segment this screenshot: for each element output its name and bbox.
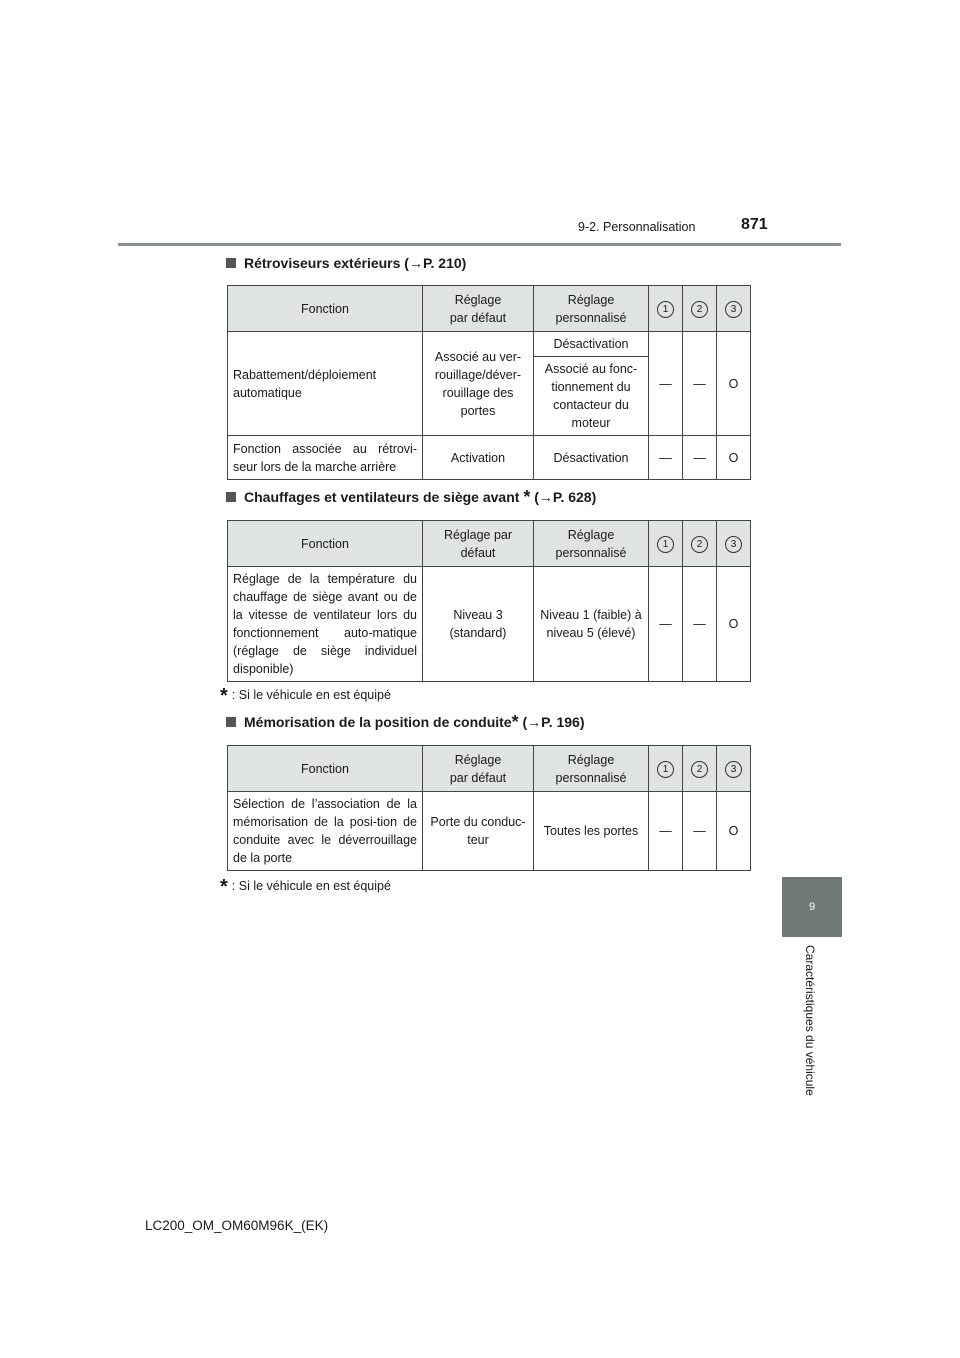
cell-mode-1: — — [649, 567, 683, 682]
header-mode-1: 1 — [649, 521, 683, 567]
cell-mode-2: — — [683, 792, 717, 871]
cell-mode-2: — — [683, 567, 717, 682]
cell-mode-2: — — [683, 436, 717, 480]
header-mode-3: 3 — [717, 746, 751, 792]
cell-mode-2: — — [683, 332, 717, 436]
header-personnalise: Réglage personnalisé — [534, 286, 649, 332]
header-fonction: Fonction — [228, 746, 423, 792]
header-divider — [118, 243, 841, 246]
header-mode-2: 2 — [683, 286, 717, 332]
header-defaut: Réglage par défaut — [423, 521, 534, 567]
cell-personnalise: Désactivation — [534, 436, 649, 480]
header-personnalise: Réglage personnalisé — [534, 521, 649, 567]
header-defaut: Réglage par défaut — [423, 746, 534, 792]
cell-defaut: Activation — [423, 436, 534, 480]
cell-defaut: Niveau 3 (standard) — [423, 567, 534, 682]
header-fonction: Fonction — [228, 286, 423, 332]
table-row — [228, 332, 751, 357]
arrow-icon: → — [538, 489, 553, 505]
cell-mode-3: O — [717, 332, 751, 436]
table-header-row — [228, 286, 751, 332]
cell-fonction: Fonction associée au rétrovi-seur lors de la marche arrière — [228, 436, 423, 480]
section-title-retroviseurs: Rétroviseurs extérieurs (→P. 210) — [226, 255, 466, 271]
header-mode-2: 2 — [683, 746, 717, 792]
table-chauffages — [227, 520, 751, 682]
arrow-icon: → — [527, 714, 542, 730]
section-header: 9-2. Personnalisation — [578, 220, 696, 234]
square-bullet-icon — [226, 258, 236, 268]
page-number: 871 — [741, 216, 768, 233]
header-mode-3: 3 — [717, 521, 751, 567]
chapter-label: Caractéristiques du véhicule — [803, 945, 817, 1096]
table-header-row — [228, 521, 751, 567]
cell-mode-1: — — [649, 436, 683, 480]
cell-personnalise: Niveau 1 (faible) à niveau 5 (élevé) — [534, 567, 649, 682]
table-retroviseurs — [227, 285, 751, 480]
arrow-icon: → — [408, 255, 423, 271]
cell-mode-1: — — [649, 792, 683, 871]
cell-defaut: Porte du conduc-teur — [423, 792, 534, 871]
header-mode-1: 1 — [649, 746, 683, 792]
cell-personnalise: Toutes les portes — [534, 792, 649, 871]
document-code: LC200_OM_OM60M96K_(EK) — [145, 1218, 329, 1233]
cell-personnalise-a: Désactivation — [534, 332, 649, 357]
cell-fonction: Sélection de l’association de la mémorisation de la posi-tion de conduite avec le déverrouillage de la porte — [228, 792, 423, 871]
cell-mode-3: O — [717, 567, 751, 682]
table-memorisation — [227, 745, 751, 871]
header-mode-2: 2 — [683, 521, 717, 567]
header-defaut: Réglage par défaut — [423, 286, 534, 332]
square-bullet-icon — [226, 717, 236, 727]
table-row — [228, 436, 751, 480]
chapter-number: 9 — [808, 901, 816, 913]
cell-personnalise-b: Associé au fonc-tionnement du contacteur du moteur — [534, 357, 649, 436]
cell-fonction: Rabattement/déploiement automatique — [228, 332, 423, 436]
square-bullet-icon — [226, 492, 236, 502]
table-header-row — [228, 746, 751, 792]
footnote: * : Si le véhicule en est équipé — [220, 876, 391, 898]
cell-fonction: Réglage de la température du chauffage de siège avant ou de la vitesse de ventilateur lors du fonctionnement auto-matique (réglage de siège individuel disponible) — [228, 567, 423, 682]
header-personnalise: Réglage personnalisé — [534, 746, 649, 792]
section-title-memorisation: Mémorisation de la position de conduite* (→P. 196) — [226, 712, 585, 733]
cell-mode-3: O — [717, 792, 751, 871]
table-row — [228, 792, 751, 871]
header-fonction: Fonction — [228, 521, 423, 567]
cell-mode-3: O — [717, 436, 751, 480]
table-row — [228, 567, 751, 682]
section-title-chauffages: Chauffages et ventilateurs de siège avant * (→P. 628) — [226, 487, 596, 508]
cell-mode-1: — — [649, 332, 683, 436]
header-mode-3: 3 — [717, 286, 751, 332]
chapter-tab — [782, 877, 842, 937]
header-mode-1: 1 — [649, 286, 683, 332]
cell-defaut: Associé au ver-rouillage/déver-rouillage des portes — [423, 332, 534, 436]
footnote: * : Si le véhicule en est équipé — [220, 685, 391, 707]
